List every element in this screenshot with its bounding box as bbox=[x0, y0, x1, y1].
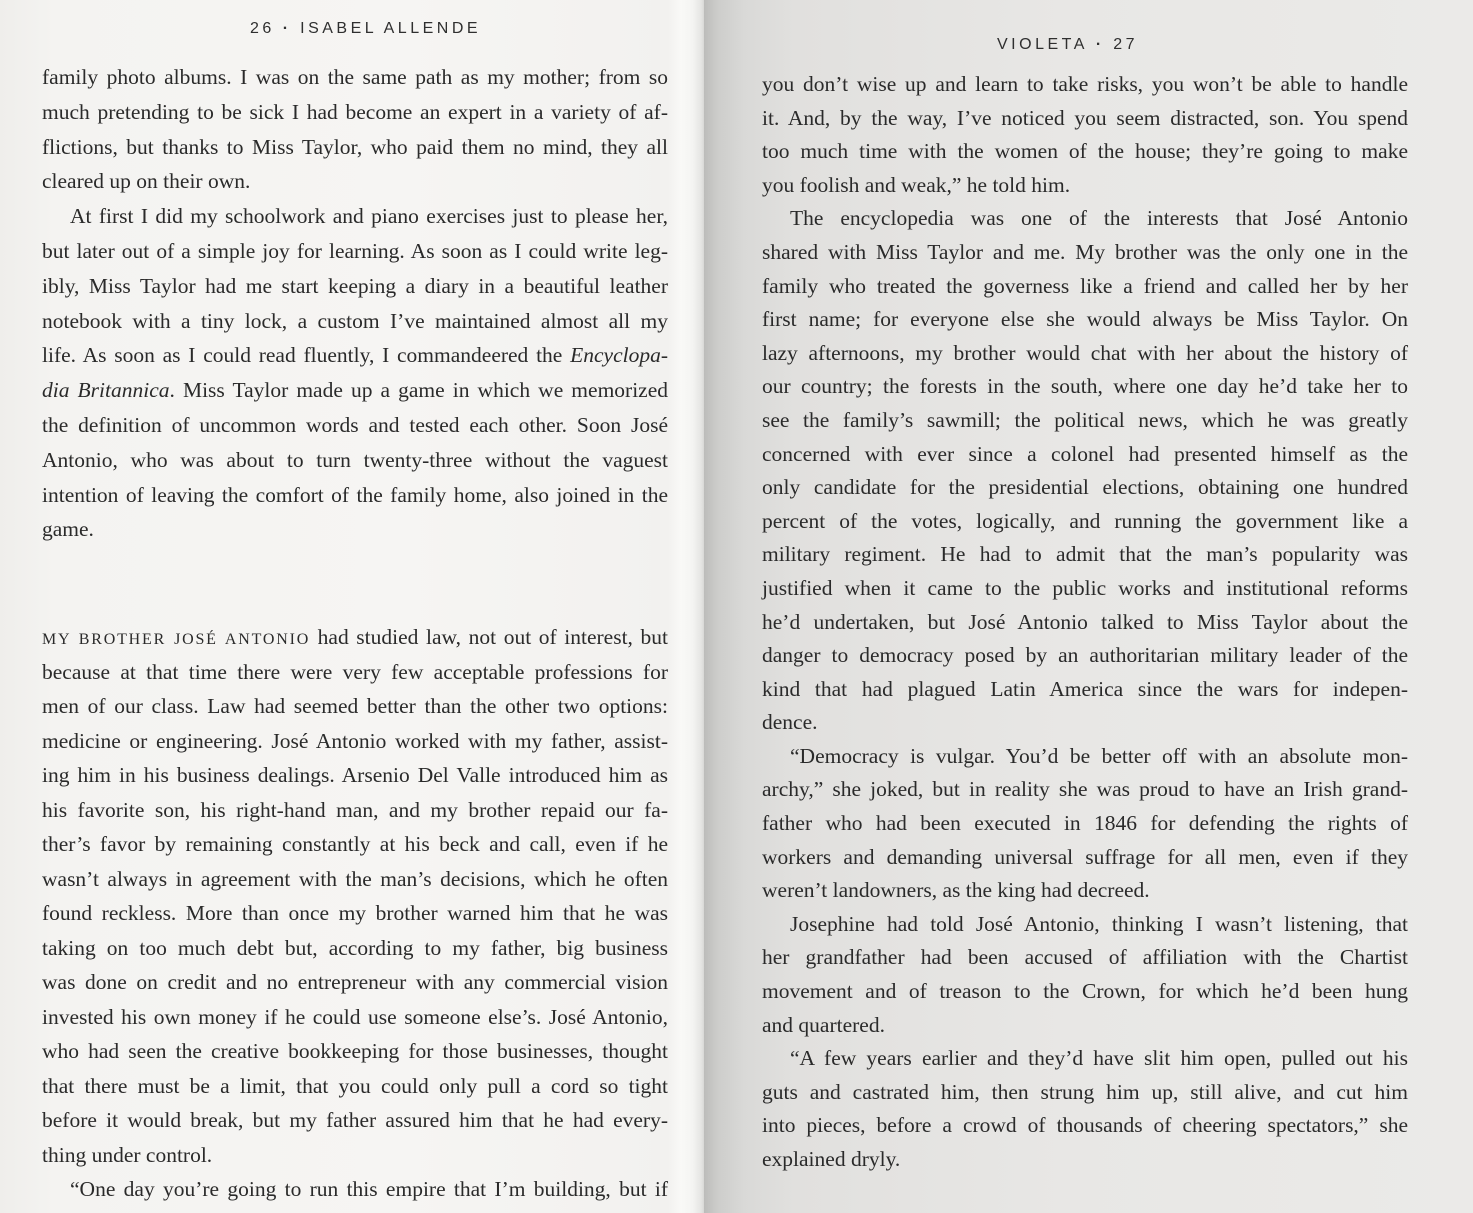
text-line: first name; for everyone else she would always be Miss Taylor. On bbox=[762, 307, 1408, 332]
text-line: danger to democracy posed by an authoritarian military leader of the bbox=[762, 643, 1408, 668]
text-line: At first I did my schoolwork and piano exercises just to please her, bbox=[70, 204, 668, 229]
text-line: kind that had plagued Latin America since the wars for indepen- bbox=[762, 676, 1408, 701]
italic-title: Encyclopa- bbox=[570, 343, 669, 368]
text-line: you don’t wise up and learn to take risks, you won’t be able to handle bbox=[762, 72, 1408, 96]
text-line: the definition of uncommon words and tested each other. Soon José bbox=[42, 412, 668, 437]
small-caps-run-in: MY BROTHER JOSÉ ANTONIO bbox=[42, 631, 311, 648]
running-head-author: ISABEL ALLENDE bbox=[300, 20, 482, 37]
text-line: cleared up on their own. bbox=[42, 169, 251, 194]
text-line: but later out of a simple joy for learning. As soon as I could write leg- bbox=[42, 238, 668, 263]
text-line: “One day you’re going to run this empire that I’m building, but if bbox=[70, 1177, 668, 1201]
text-line: “Democracy is vulgar. You’d be better off with an absolute mon- bbox=[790, 743, 1408, 768]
text-line: medicine or engineering. José Antonio worked with my father, assist- bbox=[42, 728, 668, 753]
text-line: The encyclopedia was one of the interests that José Antonio bbox=[790, 206, 1408, 231]
text-line: justified when it came to the public works and institutional reforms bbox=[762, 575, 1408, 600]
page-number: 27 bbox=[1113, 36, 1139, 53]
text-line: archy,” she joked, but in reality she was proud to have an Irish grand- bbox=[762, 777, 1408, 802]
text-line: too much time with the women of the house; they’re going to make bbox=[762, 139, 1408, 164]
paragraph bbox=[762, 1042, 1408, 1176]
page-number: 26 bbox=[250, 20, 275, 37]
text-line: it. And, by the way, I’ve noticed you seem distracted, son. You spend bbox=[762, 105, 1408, 130]
paragraph bbox=[42, 620, 668, 1172]
page-edges bbox=[668, 0, 706, 1213]
header-separator: · bbox=[282, 20, 289, 37]
text-line: intention of leaving the comfort of the family home, also joined in the bbox=[42, 482, 668, 507]
paragraph bbox=[42, 199, 668, 547]
text-line: was done on credit and no entrepreneur with any commercial vision bbox=[42, 970, 668, 994]
italic-title: dia Britannica bbox=[42, 378, 170, 403]
text-line: father who had been executed in 1846 for defending the rights of bbox=[762, 811, 1408, 836]
running-head-title: VIOLETA bbox=[997, 36, 1088, 53]
text-line: ing him in his business dealings. Arsenio Del Valle introduced him as bbox=[42, 763, 668, 787]
roman-text: life. As soon as I could read fluently, I commandeered the bbox=[42, 343, 563, 368]
paragraph bbox=[42, 1172, 668, 1207]
paragraph bbox=[762, 740, 1408, 908]
left-running-head bbox=[250, 18, 481, 40]
text-line: wasn’t always in agreement with the man’s decisions, which he often bbox=[42, 866, 668, 891]
text-line: guts and castrated him, then strung him up, still alive, and cut him bbox=[762, 1079, 1408, 1104]
paragraph bbox=[762, 68, 1408, 202]
text-line: weren’t landowners, as the king had decreed. bbox=[762, 878, 1150, 903]
text-line: that there must be a limit, that you could only pull a cord so tight bbox=[42, 1073, 668, 1098]
text-line: because at that time there were very few acceptable professions for bbox=[42, 659, 668, 684]
text-line: into pieces, before a crowd of thousands of cheering spectators,” she bbox=[762, 1113, 1408, 1138]
text-line: our country; the forests in the south, where one day he’d take her to bbox=[762, 374, 1408, 399]
text-line: “A few years earlier and they’d have slit him open, pulled out his bbox=[790, 1046, 1408, 1071]
roman-text: . Miss Taylor made up a game in which we memorized bbox=[169, 378, 669, 403]
text-line: her grandfather had been accused of affiliation with the Chartist bbox=[762, 945, 1408, 970]
paragraph bbox=[762, 908, 1408, 1042]
text-line: only candidate for the presidential elections, obtaining one hundred bbox=[762, 475, 1408, 500]
text-line: concerned with ever since a colonel had presented himself as the bbox=[762, 441, 1408, 466]
text-line: game. bbox=[42, 517, 94, 542]
left-text-block-2 bbox=[42, 620, 668, 1207]
text-line: shared with Miss Taylor and me. My brother was the only one in the bbox=[762, 239, 1408, 264]
text-line: explained dryly. bbox=[762, 1147, 901, 1171]
text-line: military regiment. He had to admit that the man’s popularity was bbox=[762, 542, 1408, 567]
right-text-block bbox=[762, 68, 1408, 1177]
left-text-block-1 bbox=[42, 60, 668, 547]
text-line: and quartered. bbox=[762, 1012, 885, 1037]
text-line: notebook with a tiny lock, a custom I’ve maintained almost all my bbox=[42, 308, 668, 333]
text-line: lazy afternoons, my brother would chat with her about the history of bbox=[762, 340, 1408, 365]
text-line: Josephine had told José Antonio, thinking I wasn’t listening, that bbox=[790, 911, 1408, 936]
text-line: ibly, Miss Taylor had me start keeping a diary in a beautiful leather bbox=[42, 273, 668, 298]
text-line: he’d undertaken, but José Antonio talked to Miss Taylor about the bbox=[762, 609, 1408, 634]
right-running-head bbox=[997, 34, 1138, 56]
text-line: men of our class. Law had seemed better than the other two options: bbox=[42, 694, 668, 718]
text-line: flictions, but thanks to Miss Taylor, who paid them no mind, they all bbox=[42, 134, 668, 159]
text-line: percent of the votes, logically, and running the government like a bbox=[762, 508, 1408, 533]
text-line: much pretending to be sick I had become an expert in a variety of af- bbox=[42, 99, 668, 124]
paragraph bbox=[762, 202, 1408, 740]
header-separator: · bbox=[1095, 36, 1102, 53]
text-line bbox=[42, 373, 668, 408]
text-line: ther’s favor by remaining constantly at his beck and call, even if he bbox=[42, 832, 668, 856]
text-line: family photo albums. I was on the same path as my mother; from so bbox=[42, 65, 668, 89]
text-line: workers and demanding universal suffrage for all men, even if they bbox=[762, 844, 1408, 869]
text-line: who had seen the creative bookkeeping for those businesses, thought bbox=[42, 1039, 668, 1063]
text-line: thing under control. bbox=[42, 1142, 213, 1167]
text-line: movement and of treason to the Crown, for which he’d been hung bbox=[762, 979, 1408, 1004]
text-line bbox=[42, 620, 668, 655]
roman-text: had studied law, not out of interest, but bbox=[317, 625, 668, 649]
text-line: family who treated the governess like a friend and called her by her bbox=[762, 273, 1408, 298]
text-line: found reckless. More than once my brother warned him that he was bbox=[42, 901, 668, 925]
text-line: invested his own money if he could use someone else’s. José Antonio, bbox=[42, 1004, 668, 1029]
text-line: dence. bbox=[762, 710, 818, 735]
text-line: his favorite son, his right-hand man, and my brother repaid our fa- bbox=[42, 797, 668, 822]
text-line bbox=[42, 338, 668, 373]
paragraph bbox=[42, 60, 668, 199]
text-line: see the family’s sawmill; the political news, which he was greatly bbox=[762, 407, 1408, 432]
text-line: Antonio, who was about to turn twenty-three without the vaguest bbox=[42, 447, 668, 472]
text-line: taking on too much debt but, according to my father, big business bbox=[42, 935, 668, 960]
text-line: you foolish and weak,” he told him. bbox=[762, 172, 1071, 197]
text-line: before it would break, but my father assured him that he had every- bbox=[42, 1108, 668, 1132]
